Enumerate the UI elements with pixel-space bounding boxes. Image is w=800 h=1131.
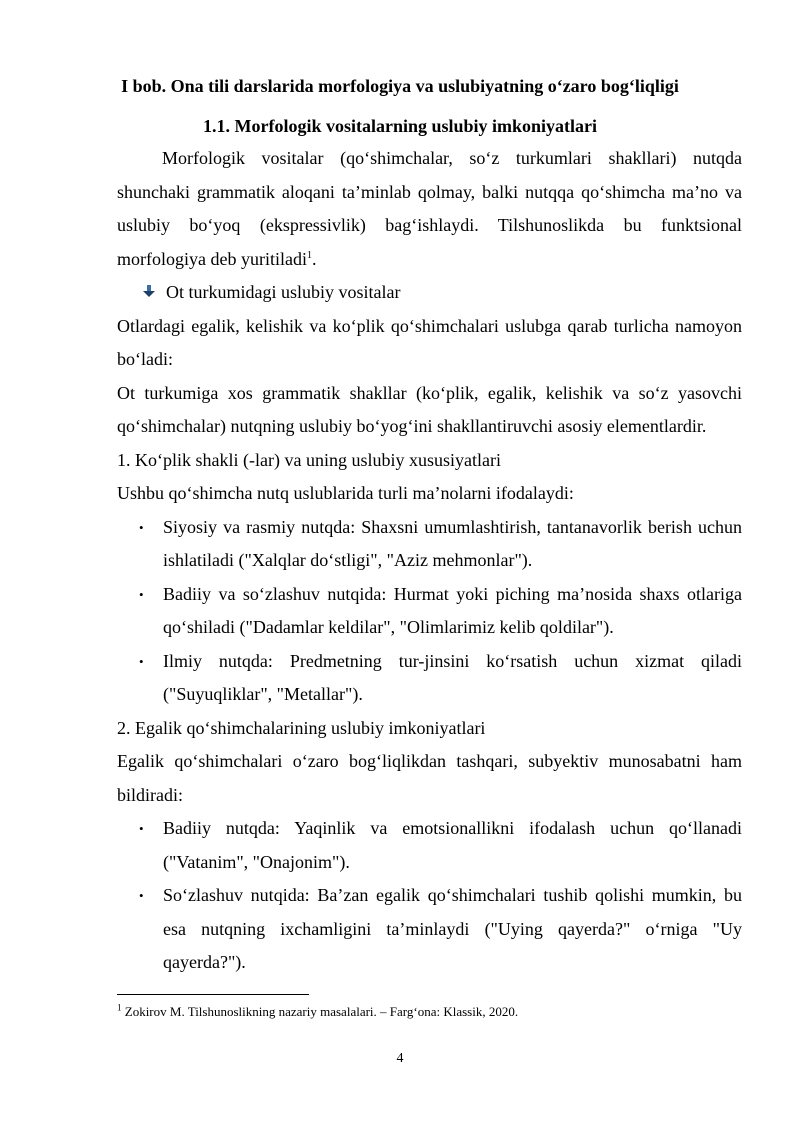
list-item [117, 879, 742, 980]
list-item [117, 578, 742, 645]
bullet-icon: • [139, 519, 144, 535]
intro-end: . [311, 248, 317, 269]
list-item [117, 645, 742, 712]
list-item-text: Siyosiy va rasmiy nutqda: Shaxsni umumlashtirish, tantanavorlik berish uchun ishlatiladi ("Xalqlar do‘stligi", "Aziz mehmonlar"). [163, 516, 742, 570]
bullet-icon: • [139, 821, 144, 836]
list-item-text: Badiiy va so‘zlashuv nutqida: Hurmat yoki piching ma’nosida shaxs otlariga qo‘shiladi ("Dadamlar keldilar", "Olimlarimiz kelib qoldilar"). [163, 583, 742, 637]
arrow-item-text: Ot turkumidagi uslubiy vositalar [166, 282, 401, 302]
section-2-intro: Egalik qo‘shimchalari o‘zaro bog‘liqlikdan tashqari, subyektiv munosabatni ham bildiradi: [117, 751, 742, 805]
footnote [117, 1003, 518, 1021]
arrow-down-icon [142, 276, 158, 310]
list-item-text: So‘zlashuv nutqida: Ba’zan egalik qo‘shimchalari tushib qolishi mumkin, bu esa nutqning ixchamligini ta’minlaydi ("Uying qayerda?" o‘rniga "Uy qayerda?"). [163, 885, 742, 972]
bullet-icon: • [139, 888, 144, 903]
intro-text: Morfologik vositalar (qo‘shimchalar, so‘z turkumlari shakllari) nutqda shunchaki grammatik aloqani ta’minlab qolmay, balki nutqqa qo‘shimcha ma’no va uslubiy bo‘yoq (ekspressivlik) bag‘ishlaydi. Tilshunoslikda bu funktsional morfologiya deb yuritiladi [117, 148, 742, 269]
section-2-list [117, 812, 742, 980]
body-text [117, 142, 742, 980]
footnote-text: Zokirov M. Tilshunoslikning nazariy masalalari. – Farg‘ona: Klassik, 2020. [124, 1004, 519, 1019]
list-item [117, 812, 742, 879]
page-number: 4 [396, 1051, 404, 1066]
section-1-list [117, 511, 742, 712]
footnote-ref[interactable]: 1 [306, 249, 312, 261]
bullet-icon: • [139, 653, 144, 669]
footnote-marker: 1 [117, 1002, 122, 1013]
section-1-title: 1. Ko‘plik shakli (-lar) va uning uslubiy xususiyatlari [117, 449, 501, 470]
section-heading: 1.1. Morfologik vositalarning uslubiy imkoniyatlari [202, 116, 598, 136]
paragraph-2: Otlardagi egalik, kelishik va ko‘plik qo‘shimchalari uslubga qarab turlicha namoyon bo‘ladi: [117, 315, 742, 369]
section-1-intro: Ushbu qo‘shimcha nutq uslublarida turli ma’nolarni ifodalaydi: [117, 483, 574, 503]
list-item [117, 511, 742, 578]
footnote-divider [117, 994, 309, 995]
intro-paragraph [117, 142, 742, 276]
bullet-icon: • [139, 586, 144, 602]
section-2-title: 2. Egalik qo‘shimchalarining uslubiy imkoniyatlari [117, 717, 486, 738]
arrow-list-item [117, 276, 742, 310]
list-item-text: Ilmiy nutqda: Predmetning tur-jinsini ko‘rsatish uchun xizmat qiladi ("Suyuqliklar", "Metallar"). [163, 650, 742, 704]
chapter-heading: I bob. Ona tili darslarida morfologiya va uslubiyatning o‘zaro bog‘liqligi [121, 76, 679, 96]
paragraph-3: Ot turkumiga xos grammatik shakllar (ko‘plik, egalik, kelishik va so‘z yasovchi qo‘shimchalar) nutqning uslubiy bo‘yog‘ini shakllantiruvchi asosiy elementlardir. [117, 382, 742, 436]
list-item-text: Badiiy nutqda: Yaqinlik va emotsionallikni ifodalash uchun qo‘llanadi ("Vatanim", "Onajonim"). [163, 818, 742, 872]
